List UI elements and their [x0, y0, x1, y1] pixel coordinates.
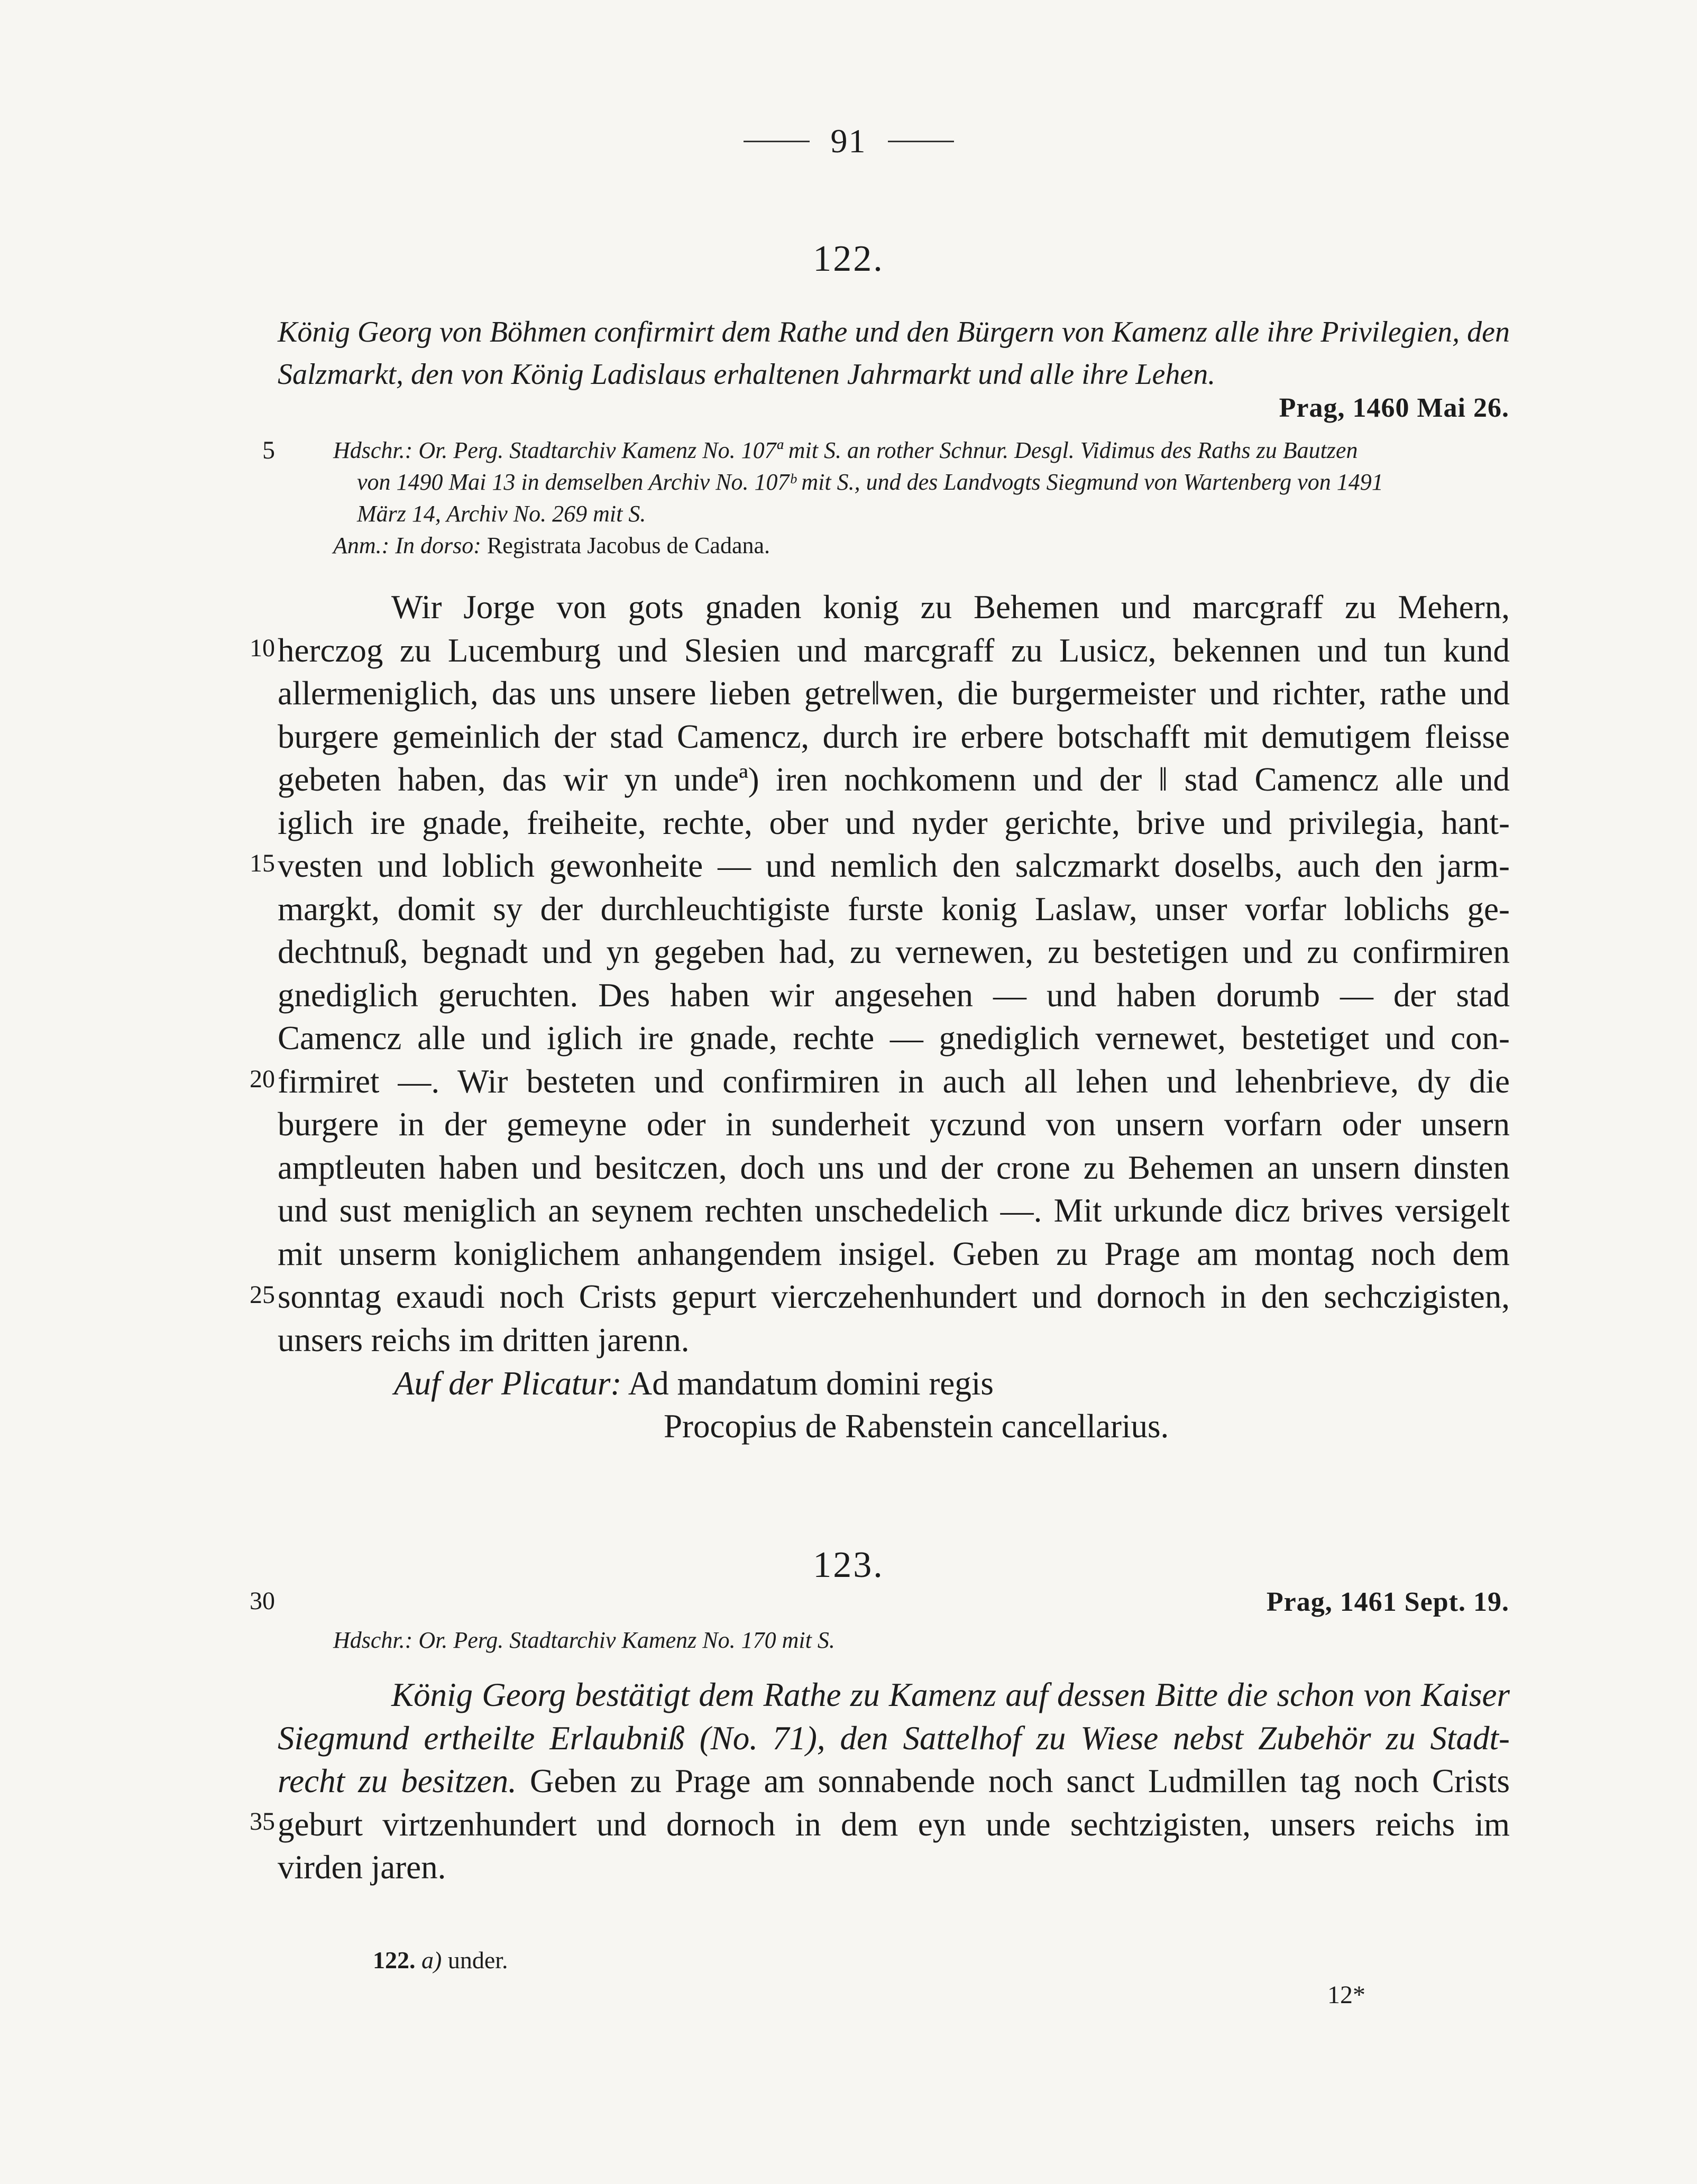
text-line: und sust meniglich an seynem rechten unschedelich —. Mit urkunde dicz brives versigelt [278, 1192, 1510, 1229]
document-number-122: 122. [813, 238, 884, 279]
line-number: 20 [250, 1065, 275, 1093]
line-number: 35 [250, 1807, 275, 1836]
anm-text: Registrata Jacobus de Cadana. [487, 533, 770, 558]
date-123: Prag, 1461 Sept. 19. [1266, 1587, 1509, 1617]
date-122: Prag, 1460 Mai 26. [1279, 393, 1509, 423]
annotation-122 [333, 530, 1512, 562]
plicatur-line-1: Ad mandatum domini regis [628, 1365, 994, 1402]
footnote-text: under. [447, 1947, 508, 1974]
hs-label: Hdschr.: [333, 437, 413, 463]
text-line: dechtnuß, begnadt und yn gegeben had, zu vernewen, zu bestetigen und zu confirmiren [278, 933, 1510, 970]
line-number: 15 [250, 849, 275, 877]
page-header [0, 122, 1697, 161]
text-123-line-3 [278, 1760, 1510, 1803]
text-line: herczog zu Lucemburg und Slesien und marcgraff zu Lusicz, bekennen und tun kund [278, 631, 1510, 669]
regest-123-line-3: recht zu besitzen. [278, 1763, 517, 1800]
charter-text-123 [278, 1674, 1510, 1889]
line-number: 30 [250, 1587, 275, 1615]
plicatur-label: Auf der Plicatur: [394, 1365, 622, 1402]
hs-line-1: Or. Perg. Stadtarchiv Kamenz No. 107ª mit S. an rother Schnur. Desgl. Vidimus des Raths zu Bautzen [418, 437, 1358, 463]
manuscript-note-123: Hdschr.: Or. Perg. Stadtarchiv Kamenz No. 170 mit S. [333, 1627, 835, 1653]
text-line: burgere in der gemeyne oder in sunderheit yczund von unsern vorfarn oder unsern [278, 1106, 1510, 1143]
text-line: mit unserm koniglichem anhangendem insigel. Geben zu Prage am montag noch dem [278, 1235, 1510, 1272]
manuscript-note-122 [333, 435, 1512, 562]
header-rule-left [744, 141, 810, 142]
text-line: Wir Jorge von gots gnaden konig zu Behemen und marcgraff zu Mehern, [391, 589, 1510, 626]
header-rule-right [888, 141, 954, 142]
footnote-mark: a) [421, 1947, 442, 1974]
text-line: firmiret —. Wir besteten und confirmiren in auch all lehen und lehenbrieve, dy die [278, 1062, 1510, 1100]
regest-123-line-1: König Georg bestätigt dem Rathe zu Kamenz auf dessen Bitte die schon von Kaiser [391, 1676, 1510, 1713]
text-line: allermeniglich, das uns unsere lieben getre‖wen, die burgermeister und richter, rathe und [278, 675, 1510, 712]
document-number-123: 123. [813, 1545, 884, 1585]
text-line: amptleuten haben und besitczen, doch uns und der crone zu Behemen an unsern dinsten [278, 1149, 1510, 1186]
plicatur-line-2: Procopius de Rabenstein cancellarius. [664, 1408, 1169, 1445]
text-line: margkt, domit sy der durchleuchtigiste furste konig Laslaw, unser vorfar loblichs ge- [278, 890, 1510, 928]
charter-text-122 [278, 586, 1510, 1362]
regest-122: König Georg von Böhmen confirmirt dem Rathe und den Bürgern von Kamenz alle ihre Privilegien, den Salzmarkt, den von König Ladislaus erhaltenen Jahrmarkt und alle ihre Lehen. [278, 316, 1510, 391]
text-line: sonntag exaudi noch Crists gepurt vierczehenhundert und dornoch in den sechczigisten, [278, 1278, 1510, 1315]
footnote [373, 1946, 508, 1974]
text-line: burgere gemeinlich der stad Camencz, durch ire erbere botschafft mit demutigem fleisse [278, 718, 1510, 755]
regest-123-line-2: Siegmund ertheilte Erlaubniß (No. 71), den Sattelhof zu Wiese nebst Zubehör zu Stadt- [278, 1719, 1510, 1757]
text-line: vesten und loblich gewonheite — und nemlich den salczmarkt doselbs, auch den jarm- [278, 847, 1510, 884]
page-number: 91 [830, 122, 867, 160]
line-number: 5 [262, 436, 275, 464]
anm-label: Anm.: In dorso: [333, 533, 481, 558]
signature-mark: 12* [1327, 1981, 1365, 2009]
text-line: iglich ire gnade, freiheite, rechte, ober und nyder gerichte, brive und privilegia, hant- [278, 804, 1510, 841]
text-line: gnediglich geruchten. Des haben wir angesehen — und haben dorumb — der stad [278, 976, 1510, 1014]
text-line: unsers reichs im dritten jarenn. [278, 1321, 690, 1359]
line-number: 10 [250, 634, 275, 662]
text-line: Camencz alle und iglich ire gnade, rechte — gnediglich vernewet, bestetiget und con- [278, 1020, 1510, 1057]
text-123-line-5: virden jaren. [278, 1849, 446, 1886]
text-123-line-3-roman: Geben zu Prage am sonnabende noch sanct Ludmillen tag noch Crists [529, 1763, 1510, 1800]
hs-line-2: von 1490 Mai 13 in demselben Archiv No. 107ᵇ mit S., und des Landvogts Siegmund von Wartenberg von 1491 [357, 469, 1383, 495]
hs-line-3: März 14, Archiv No. 269 mit S. [357, 501, 646, 527]
plicatur-block [394, 1362, 1169, 1448]
line-number: 25 [250, 1281, 275, 1309]
footnote-ref: 122. [373, 1947, 416, 1974]
text-line: gebeten haben, das wir yn undeª) iren nochkomenn und der ‖ stad Camencz alle und [278, 761, 1510, 798]
text-123-line-4: geburt virtzenhundert und dornoch in dem eyn unde sechtzigisten, unsers reichs im [278, 1805, 1510, 1843]
